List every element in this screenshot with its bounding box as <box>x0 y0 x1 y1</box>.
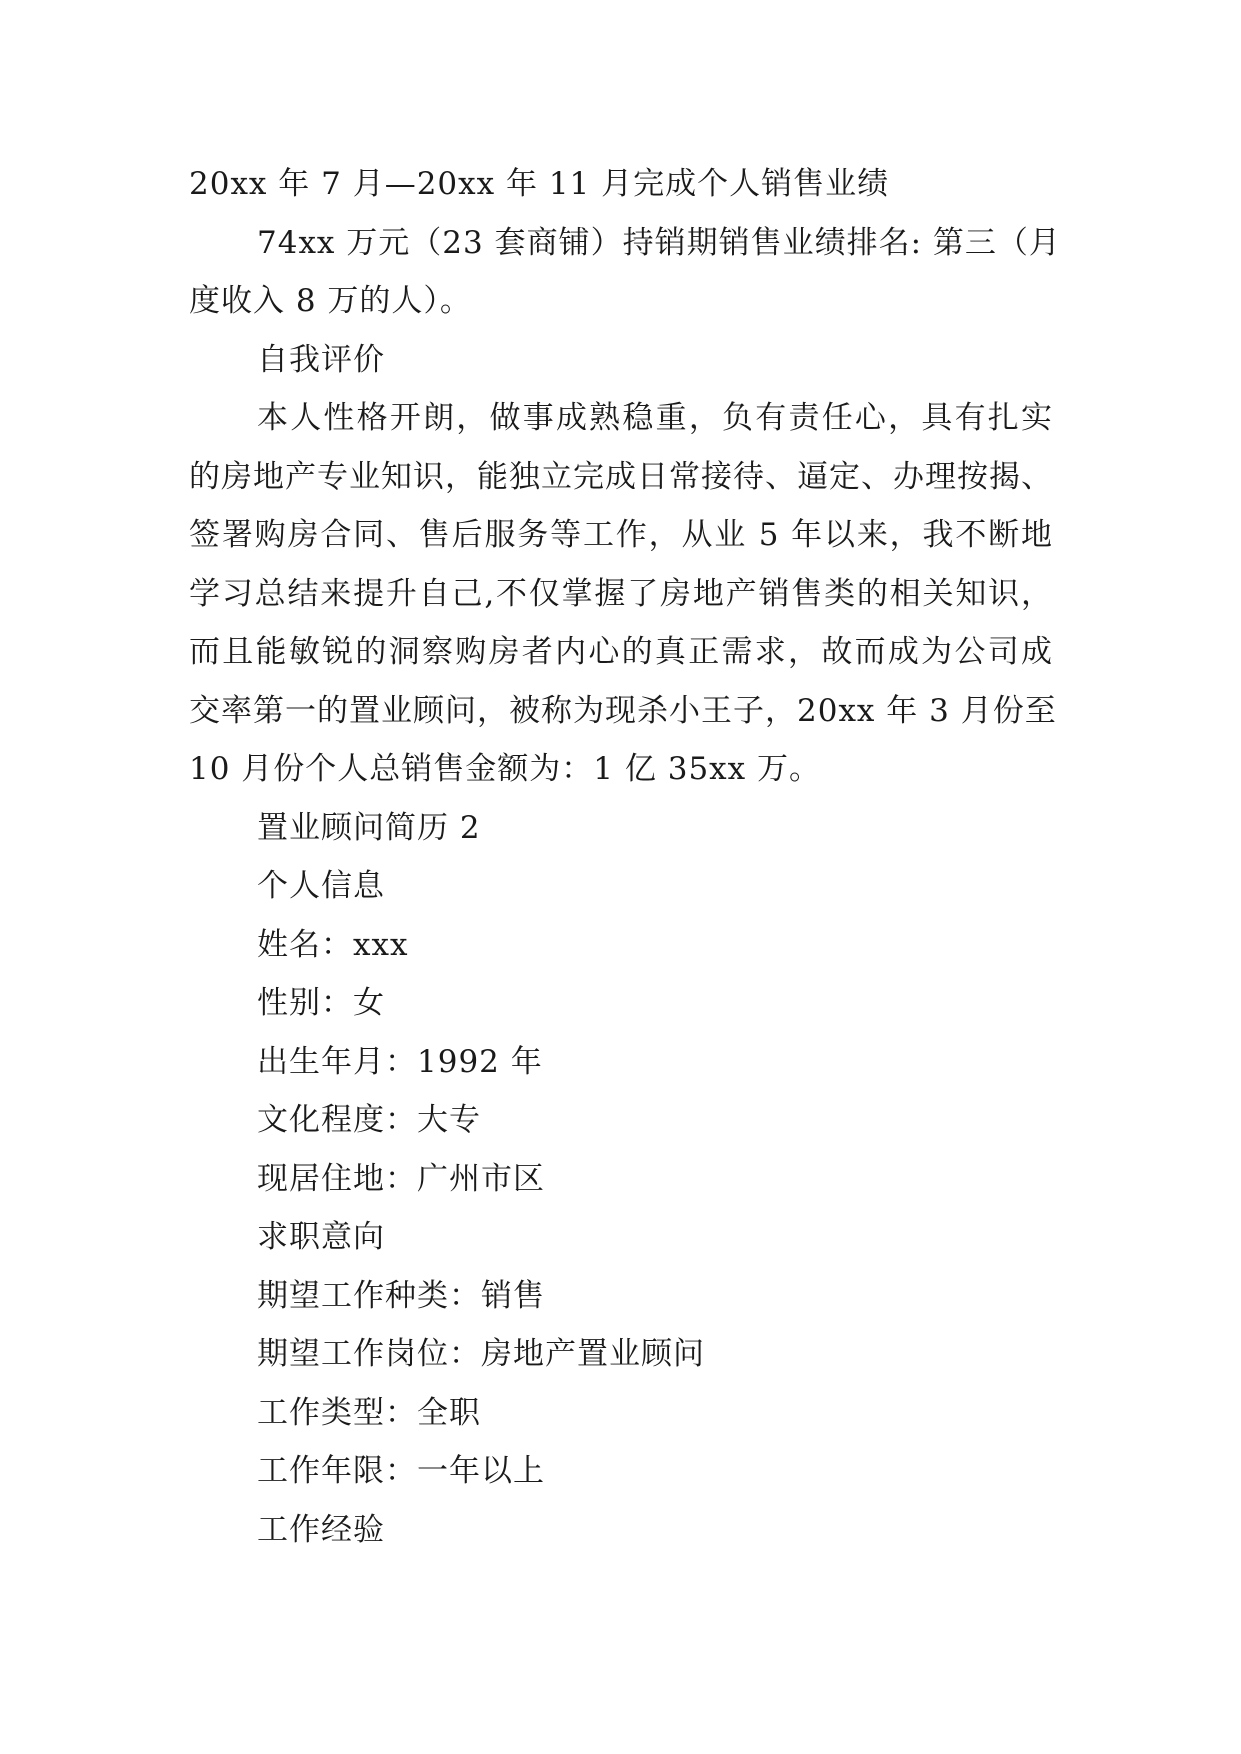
education-field: 文化程度：大专 <box>257 1102 481 1138</box>
self-evaluation-heading: 自我评价 <box>257 341 385 378</box>
self-evaluation-line: 学习总结来提升自己,不仅掌握了房地产销售类的相关知识， <box>189 575 1053 612</box>
self-evaluation-line: 10 月份个人总销售金额为：1 亿 35xx 万。 <box>189 751 821 787</box>
resume-title: 置业顾问简历 2 <box>257 809 481 846</box>
work-years-field: 工作年限：一年以上 <box>257 1453 545 1489</box>
residence-field: 现居住地：广州市区 <box>257 1160 545 1197</box>
document-body <box>189 155 1061 1559</box>
job-category-field: 期望工作种类：销售 <box>257 1277 545 1314</box>
self-evaluation-line: 签署购房合同、售后服务等工作，从业 5 年以来，我不断地 <box>189 517 1053 553</box>
name-field: 姓名：xxx <box>257 926 409 963</box>
self-evaluation-line: 交率第一的置业顾问，被称为现杀小王子，20xx 年 3 月份至 <box>189 692 1057 729</box>
sales-result-line: 74xx 万元（23 套商铺）持销期销售业绩排名: 第三（月 <box>257 224 1061 261</box>
work-experience-heading: 工作经验 <box>257 1511 385 1548</box>
sales-period-line: 20xx 年 7 月—20xx 年 11 月完成个人销售业绩 <box>189 166 890 202</box>
job-position-field: 期望工作岗位：房地产置业顾问 <box>257 1336 705 1372</box>
job-type-field: 工作类型：全职 <box>257 1394 481 1431</box>
gender-field: 性别：女 <box>257 985 385 1021</box>
birth-date-field: 出生年月：1992 年 <box>257 1043 543 1080</box>
self-evaluation-line: 的房地产专业知识，能独立完成日常接待、逼定、办理按揭、 <box>189 458 1053 495</box>
sales-result-line-cont: 度收入 8 万的人）。 <box>189 283 472 319</box>
personal-info-heading: 个人信息 <box>257 868 385 904</box>
job-intention-heading: 求职意向 <box>257 1219 385 1255</box>
self-evaluation-line: 而且能敏锐的洞察购房者内心的真正需求，故而成为公司成 <box>189 634 1053 670</box>
self-evaluation-line: 本人性格开朗，做事成熟稳重，负有责任心，具有扎实 <box>257 400 1053 436</box>
